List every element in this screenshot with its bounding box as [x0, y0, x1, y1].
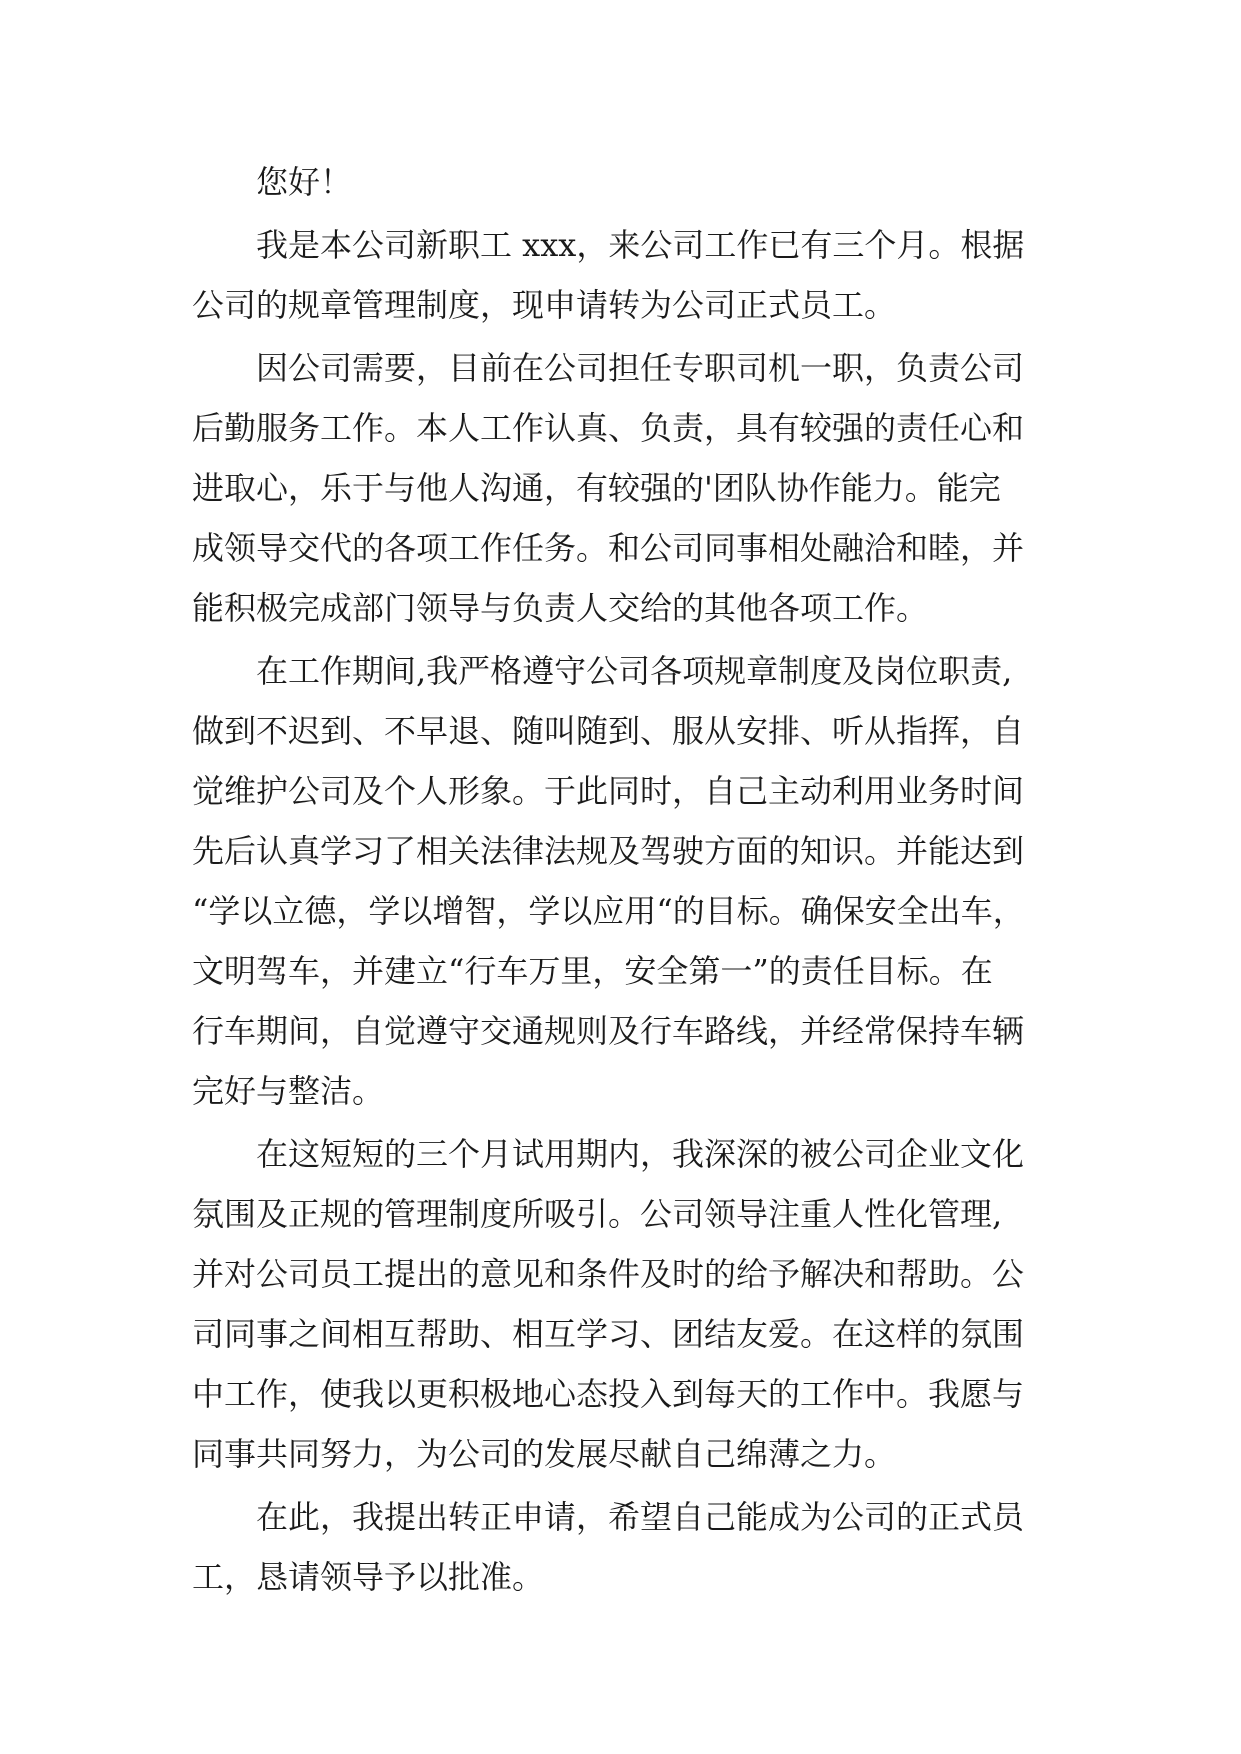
paragraph-4 [192, 1124, 1052, 1484]
paragraph-line: 公司的规章管理制度，现申请转为公司正式员工。 [192, 286, 897, 324]
paragraph-line: 同事共同努力，为公司的发展尽献自己绵薄之力。 [192, 1435, 897, 1473]
paragraph-line: 先后认真学习了相关法律法规及驾驶方面的知识。并能达到 [192, 832, 1025, 870]
letter-body [192, 152, 1052, 1607]
paragraph-line: 觉维护公司及个人形象。于此同时，自己主动利用业务时间 [192, 772, 1025, 810]
paragraph-line: 做到不迟到、不早退、随叫随到、服从安排、听从指挥，自 [192, 712, 1025, 750]
paragraph-line: 工，恳请领导予以批准。 [192, 1558, 545, 1596]
paragraph-line: 行车期间，自觉遵守交通规则及行车路线，并经常保持车辆 [192, 1012, 1025, 1050]
paragraph-line: 文明驾车，并建立“行车万里，安全第一”的责任目标。在 [192, 952, 993, 990]
paragraph-line: 成领导交代的各项工作任务。和公司同事相处融洽和睦，并 [192, 529, 1025, 567]
paragraph-line: 因公司需要，目前在公司担任专职司机一职，负责公司 [256, 349, 1025, 387]
paragraph-line: 并对公司员工提出的意见和条件及时的给予解决和帮助。公 [192, 1255, 1025, 1293]
paragraph-line: 进取心，乐于与他人沟通，有较强的'团队协作能力。能完 [192, 469, 1001, 507]
paragraph-line: 氛围及正规的管理制度所吸引。公司领导注重人性化管理, [192, 1195, 1003, 1233]
paragraph-line: 在工作期间,我严格遵守公司各项规章制度及岗位职责, [256, 652, 1013, 690]
paragraph-line: 司同事之间相互帮助、相互学习、团结友爱。在这样的氛围 [192, 1315, 1025, 1353]
paragraph-3 [192, 641, 1052, 1121]
paragraph-5 [192, 1487, 1052, 1607]
paragraph-2 [192, 338, 1052, 638]
paragraph-line: 在这短短的三个月试用期内，我深深的被公司企业文化 [256, 1135, 1025, 1173]
paragraph-line: 后勤服务工作。本人工作认真、负责，具有较强的责任心和 [192, 409, 1025, 447]
paragraph-1 [192, 215, 1052, 335]
paragraph-line: 我是本公司新职工 xxx，来公司工作已有三个月。根据 [256, 226, 1025, 264]
paragraph-line: “学以立德，学以增智，学以应用“的目标。确保安全出车， [192, 892, 1025, 930]
paragraph-line: 在此，我提出转正申请，希望自己能成为公司的正式员 [256, 1498, 1025, 1536]
paragraph-line: 完好与整洁。 [192, 1072, 385, 1110]
greeting: 您好！ [256, 163, 353, 201]
paragraph-line: 中工作，使我以更积极地心态投入到每天的工作中。我愿与 [192, 1375, 1025, 1413]
paragraph-line: 能积极完成部门领导与负责人交给的其他各项工作。 [192, 589, 929, 627]
